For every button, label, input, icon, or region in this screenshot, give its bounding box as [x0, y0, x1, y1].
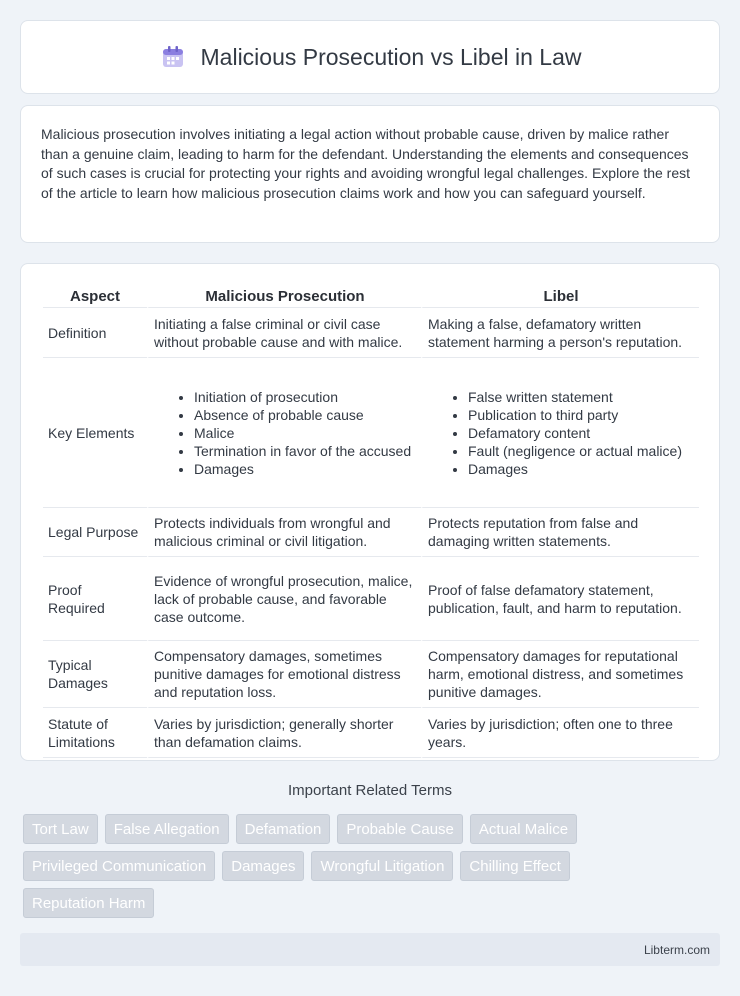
libel-cell — [421, 358, 699, 508]
related-term-tag[interactable]: Chilling Effect — [460, 851, 569, 881]
related-term-tag[interactable]: Defamation — [236, 814, 331, 844]
related-term-tag[interactable]: Reputation Harm — [23, 888, 154, 918]
libel-cell: Varies by jurisdiction; often one to three years. — [421, 708, 699, 758]
table-row — [43, 641, 699, 708]
list-item: • Initiation of prosecution — [194, 388, 416, 406]
malicious-prosecution-cell: Protects individuals from wrongful and malicious criminal or civil litigation. — [147, 508, 421, 557]
list-item: • Termination in favor of the accused — [194, 442, 416, 460]
table-row — [43, 557, 699, 641]
title-card — [20, 20, 720, 94]
list-item: • Damages — [468, 460, 694, 478]
table-header-row — [43, 284, 699, 308]
malicious-prosecution-cell: Evidence of wrongful prosecution, malice, lack of probable cause, and favorable case outcome. — [147, 557, 421, 641]
malicious-prosecution-cell: Initiating a false criminal or civil case without probable cause and with malice. — [147, 308, 421, 358]
page-title: Malicious Prosecution vs Libel in Law — [200, 43, 582, 70]
aspect-cell: Definition — [43, 308, 147, 358]
key-elements-list — [154, 388, 416, 478]
calendar-icon — [159, 43, 187, 71]
intro-paragraph: Malicious prosecution involves initiating a legal action without probable cause, driven by malice rather than a genuine claim, leading to harm for the defendant. Understanding the elements and consequences of such cases is crucial for protecting your rights and avoiding wrongful legal challenges. Explore the rest of the article to learn how malicious prosecution claims work and how you can safeguard yourself. — [41, 126, 691, 201]
related-term-tag[interactable]: Actual Malice — [470, 814, 577, 844]
header-libel: Libel — [421, 284, 699, 308]
table-row — [43, 308, 699, 358]
list-item: • False written statement — [468, 388, 694, 406]
footer-brand-link[interactable]: Libterm.com — [643, 942, 710, 957]
list-item: • Absence of probable cause — [194, 406, 416, 424]
malicious-prosecution-cell — [147, 358, 421, 508]
header-aspect: Aspect — [43, 284, 147, 308]
table-row — [43, 358, 699, 508]
related-term-tag[interactable]: Probable Cause — [337, 814, 463, 844]
header-malicious-prosecution: Malicious Prosecution — [147, 284, 421, 308]
aspect-cell: Typical Damages — [43, 641, 147, 708]
list-item: • Defamatory content — [468, 424, 694, 442]
malicious-prosecution-cell: Compensatory damages, sometimes punitive damages for emotional distress and reputation loss. — [147, 641, 421, 708]
related-terms-heading: Important Related Terms — [288, 782, 452, 799]
related-term-tag[interactable]: Privileged Communication — [23, 851, 215, 881]
related-term-tag[interactable]: Wrongful Litigation — [311, 851, 453, 881]
footer — [20, 933, 720, 966]
list-item: • Publication to third party — [468, 406, 694, 424]
comparison-table-card — [20, 263, 720, 761]
list-item: • Malice — [194, 424, 416, 442]
comparison-table — [43, 284, 699, 758]
intro-card — [20, 105, 720, 243]
key-elements-list — [428, 388, 694, 478]
list-item: • Damages — [194, 460, 416, 478]
table-row — [43, 508, 699, 557]
list-item: • Fault (negligence or actual malice) — [468, 442, 694, 460]
aspect-cell: Statute of Limitations — [43, 708, 147, 758]
libel-cell: Compensatory damages for reputational harm, emotional distress, and sometimes punitive damages. — [421, 641, 699, 708]
libel-cell: Making a false, defamatory written statement harming a person's reputation. — [421, 308, 699, 358]
aspect-cell: Proof Required — [43, 557, 147, 641]
aspect-cell: Legal Purpose — [43, 508, 147, 557]
related-term-tag[interactable]: Damages — [222, 851, 304, 881]
related-terms-list — [23, 814, 703, 918]
related-term-tag[interactable]: False Allegation — [105, 814, 229, 844]
libel-cell: Protects reputation from false and damaging written statements. — [421, 508, 699, 557]
table-row — [43, 708, 699, 758]
libel-cell: Proof of false defamatory statement, publication, fault, and harm to reputation. — [421, 557, 699, 641]
malicious-prosecution-cell: Varies by jurisdiction; generally shorter than defamation claims. — [147, 708, 421, 758]
related-term-tag[interactable]: Tort Law — [23, 814, 98, 844]
aspect-cell: Key Elements — [43, 358, 147, 508]
